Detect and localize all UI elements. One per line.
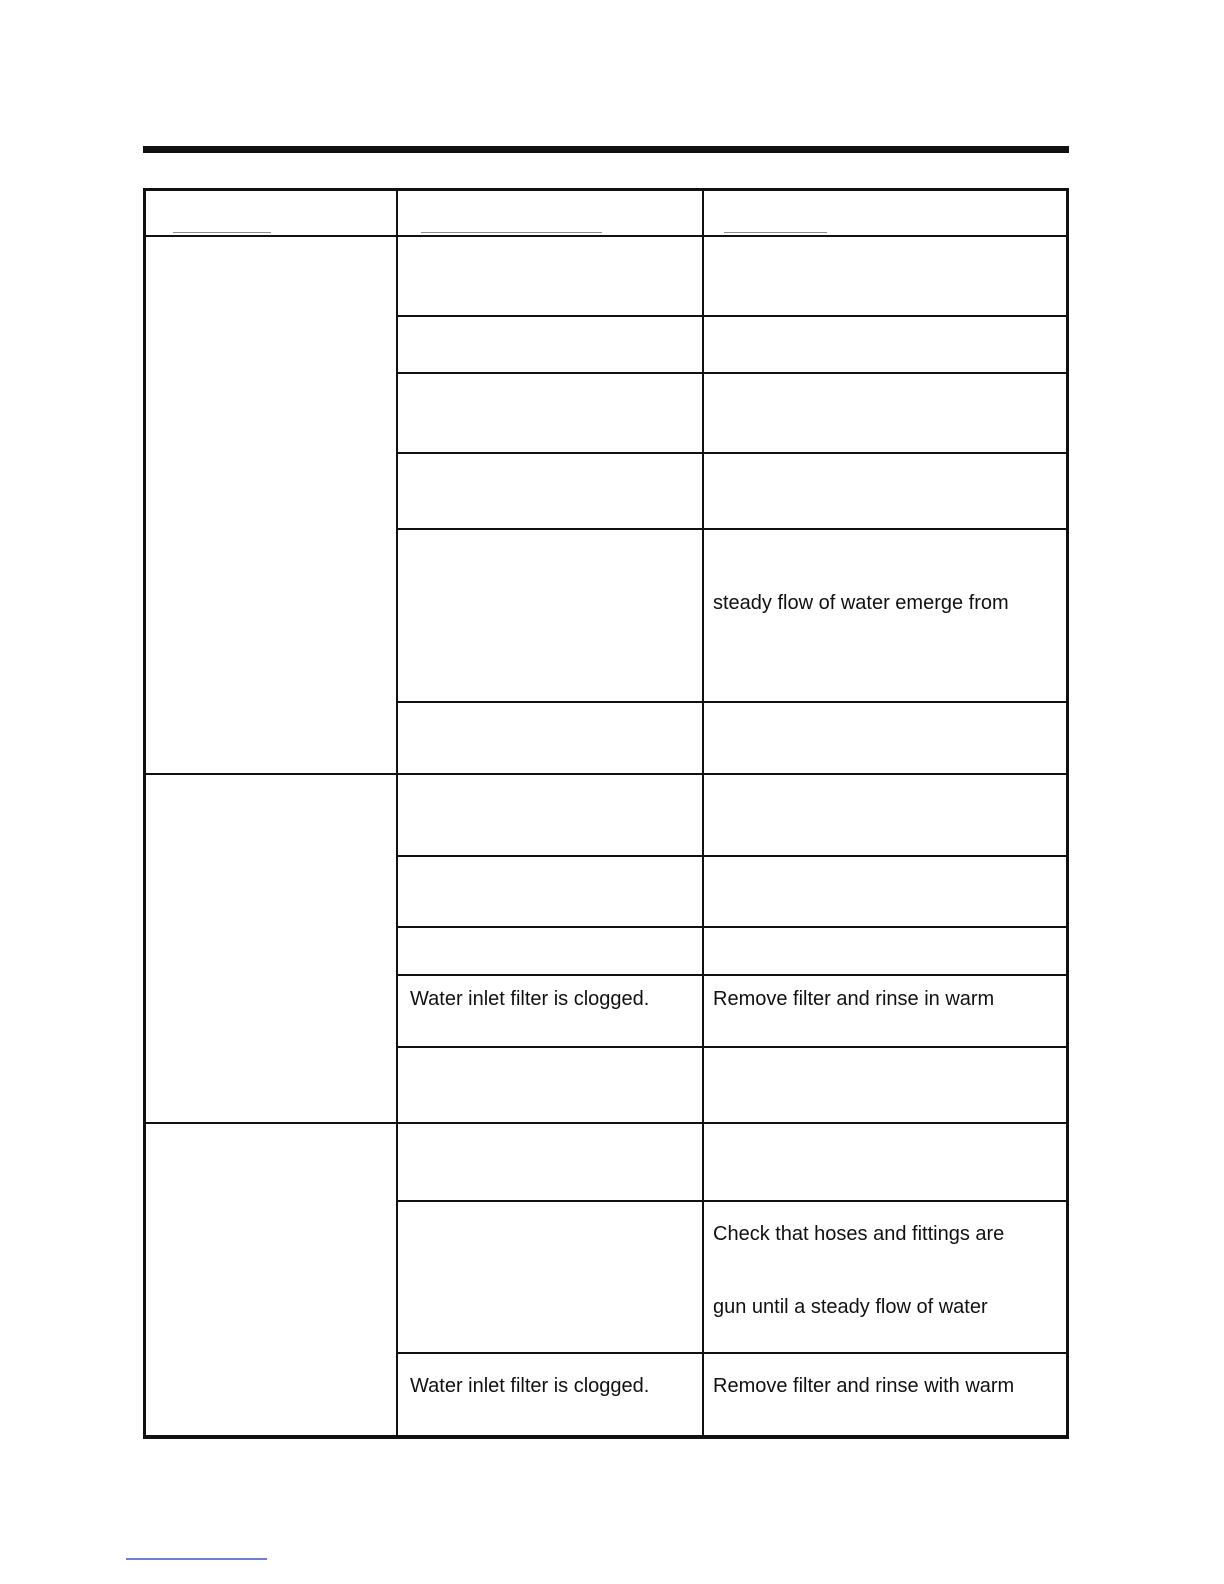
- row-divider: [396, 372, 1069, 374]
- column-divider-1: [396, 188, 398, 1439]
- row-divider: [396, 1046, 1069, 1048]
- row-divider: [396, 974, 1069, 976]
- row-divider: [396, 701, 1069, 703]
- cause-cell: Water inlet filter is clogged.: [410, 988, 650, 1010]
- solution-cell: steady flow of water emerge from: [713, 592, 1009, 614]
- row-divider: [396, 1200, 1069, 1202]
- footer-link-underline[interactable]: [126, 1558, 267, 1560]
- troubleshooting-table: [143, 188, 1069, 1439]
- row-divider: [396, 528, 1069, 530]
- row-divider: [396, 452, 1069, 454]
- cause-cell: Water inlet filter is clogged.: [410, 1375, 650, 1397]
- solution-cell: Remove filter and rinse with warm: [713, 1375, 1015, 1397]
- row-divider: [396, 855, 1069, 857]
- group-divider: [143, 773, 1069, 775]
- column-header-problem: [173, 232, 271, 233]
- column-header-cause: [421, 232, 602, 233]
- column-divider-2: [702, 188, 704, 1439]
- solution-cell-line-1: Check that hoses and fittings are: [713, 1223, 1005, 1245]
- group-divider: [143, 1122, 1069, 1124]
- row-divider: [396, 926, 1069, 928]
- solution-cell: Remove filter and rinse in warm: [713, 988, 995, 1010]
- title-rule: [143, 146, 1069, 153]
- row-divider: [396, 315, 1069, 317]
- column-header-solution: [724, 232, 827, 233]
- header-row-divider: [143, 235, 1069, 237]
- solution-cell-line-2: gun until a steady flow of water: [713, 1296, 988, 1318]
- row-divider: [396, 1352, 1069, 1354]
